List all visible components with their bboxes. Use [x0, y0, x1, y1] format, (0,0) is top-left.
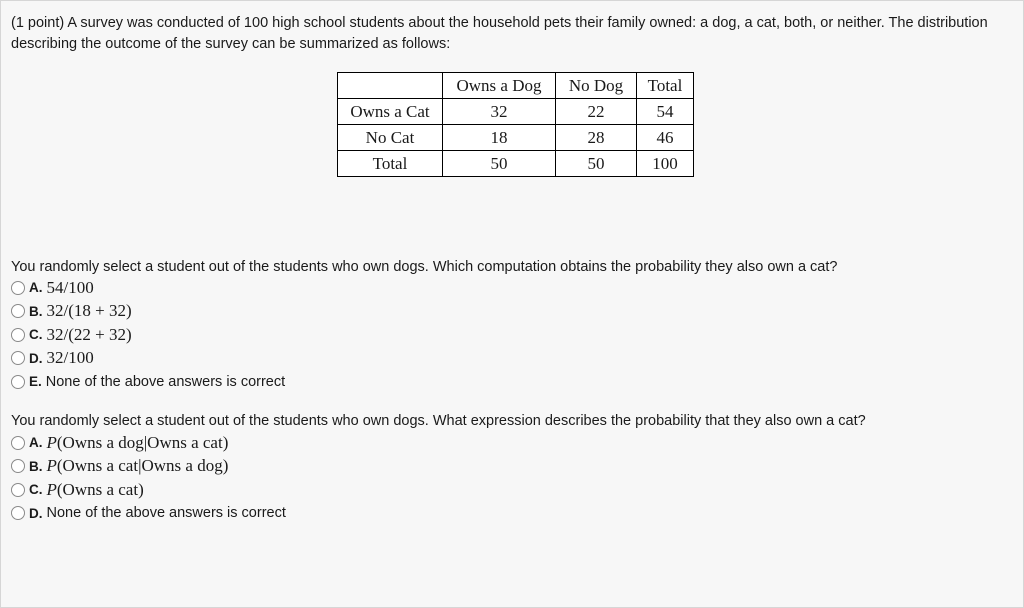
- option-letter: C.: [29, 327, 43, 343]
- option-letter: E.: [29, 374, 42, 390]
- radio-button[interactable]: [11, 351, 25, 365]
- radio-button[interactable]: [11, 459, 25, 473]
- option-letter: A.: [29, 435, 43, 451]
- option-prob-symbol: P: [46, 479, 57, 499]
- option-text: (Owns a cat|Owns a dog): [56, 456, 229, 476]
- radio-button[interactable]: [11, 506, 25, 520]
- table-row-label: Owns a Cat: [338, 99, 443, 125]
- option-text: None of the above answers is correct: [46, 505, 286, 522]
- option-text: 32/(22 + 32): [46, 324, 132, 344]
- q2-option-b[interactable]: [11, 455, 286, 479]
- q2-option-c[interactable]: [11, 478, 286, 502]
- table-row-label: No Cat: [338, 125, 443, 151]
- radio-button[interactable]: [11, 281, 25, 295]
- distribution-table: [337, 72, 694, 177]
- radio-button[interactable]: [11, 436, 25, 450]
- q1-option-d[interactable]: [11, 347, 285, 371]
- option-letter: A.: [29, 280, 43, 296]
- table-header-corner: [338, 73, 443, 99]
- table-cell: 18: [443, 125, 556, 151]
- option-text: None of the above answers is correct: [45, 373, 286, 390]
- table-row: [338, 151, 694, 177]
- table-cell: 54: [637, 99, 694, 125]
- table-row: [338, 125, 694, 151]
- option-text: 32/100: [46, 348, 94, 368]
- option-letter: B.: [29, 303, 43, 319]
- question-1-options: [11, 276, 285, 394]
- table-cell: 22: [556, 99, 637, 125]
- problem-intro: (1 point) A survey was conducted of 100 high school students about the household pets their family owned: a dog, a cat, both, or neither. The distribution describing the outcome of the survey can be summarized as follows:: [11, 15, 988, 52]
- option-letter: B.: [29, 458, 43, 474]
- radio-button[interactable]: [11, 304, 25, 318]
- q1-option-e[interactable]: [11, 370, 285, 394]
- table-cell: 28: [556, 125, 637, 151]
- option-letter: C.: [29, 482, 43, 498]
- q2-option-d[interactable]: [11, 502, 286, 526]
- radio-button[interactable]: [11, 328, 25, 342]
- table-cell: 46: [637, 125, 694, 151]
- question-2-options: [11, 431, 286, 525]
- table-header-no-dog: No Dog: [556, 73, 637, 99]
- option-prob-symbol: P: [46, 432, 57, 452]
- radio-button[interactable]: [11, 483, 25, 497]
- option-letter: D.: [29, 350, 43, 366]
- option-text: (Owns a dog|Owns a cat): [56, 432, 229, 452]
- radio-button[interactable]: [11, 375, 25, 389]
- table-header-owns-dog: Owns a Dog: [443, 73, 556, 99]
- option-text: 54/100: [46, 277, 94, 297]
- table-cell: 100: [637, 151, 694, 177]
- table-row-label: Total: [338, 151, 443, 177]
- table-cell: 50: [443, 151, 556, 177]
- q2-option-a[interactable]: [11, 431, 286, 455]
- q1-option-a[interactable]: [11, 276, 285, 300]
- option-text: (Owns a cat): [56, 479, 144, 499]
- table-header-total: Total: [637, 73, 694, 99]
- q1-option-b[interactable]: [11, 300, 285, 324]
- q1-option-c[interactable]: [11, 323, 285, 347]
- table-cell: 32: [443, 99, 556, 125]
- question-2-prompt: You randomly select a student out of the students who own dogs. What expression describes the probability that they also own a cat?: [11, 413, 866, 429]
- table-cell: 50: [556, 151, 637, 177]
- table-row: [338, 99, 694, 125]
- option-prob-symbol: P: [46, 456, 57, 476]
- option-letter: D.: [29, 505, 43, 521]
- option-text: 32/(18 + 32): [46, 301, 132, 321]
- question-1-prompt: You randomly select a student out of the students who own dogs. Which computation obtains the probability they also own a cat?: [11, 259, 838, 275]
- table-header-row: [338, 73, 694, 99]
